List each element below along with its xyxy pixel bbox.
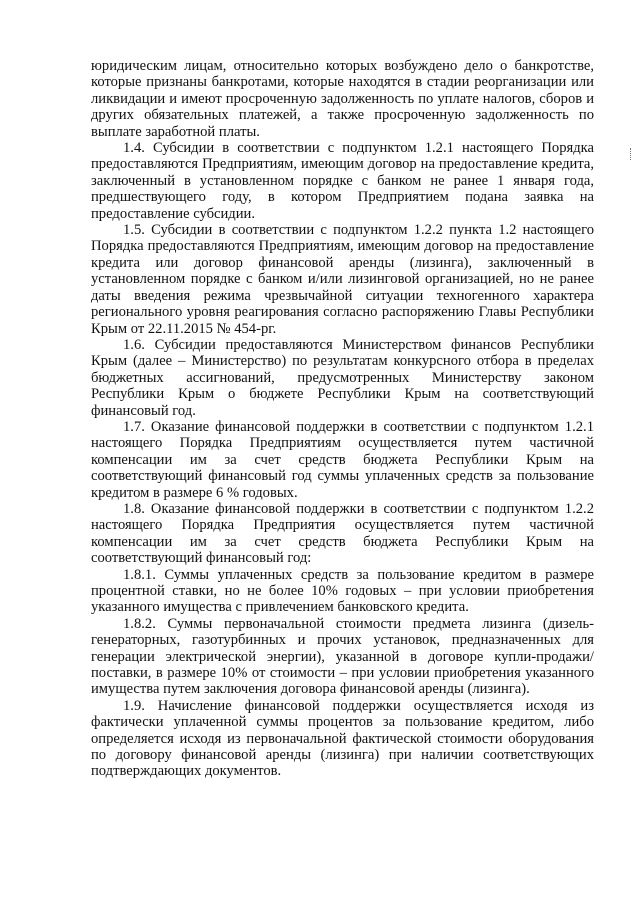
- paragraph-1-8: 1.8. Оказание финансовой поддержки в соответствии с подпунктом 1.2.2 настоящего Порядка Предприятия осуществляется путем частичной компенсации им за счет средств бюджета Республики Крым на соответствующий финансовый год:: [91, 500, 594, 567]
- paragraph-1-8-2: 1.8.2. Суммы первоначальной стоимости предмета лизинга (дизель-генераторных, газотурбинных и прочих установок, предназначенных для генерации электрической энергии), указанной в договоре купли-продажи/поставки, в размере 10% от стоимости – при условии приобретения указанного имущества путем заключения договора финансовой аренды (лизинга).: [91, 615, 594, 698]
- paragraph-continuation: юридическим лицам, относительно которых возбуждено дело о банкротстве, которые признаны банкротами, которые находятся в стадии реорганизации или ликвидации и имеют просроченную задолженность по уплате налогов, сборов и других обязательных платежей, а также просроченную задолженность по выплате заработной платы.: [91, 58, 594, 140]
- margin-mark: [630, 148, 633, 160]
- paragraph-1-4: 1.4. Субсидии в соответствии с подпунктом 1.2.1 настоящего Порядка предоставляются Предприятиям, имеющим договор на предоставление кредита, заключенный в установленном порядке с банком не ранее 1 января года, предшествующего году, в котором Предприятием подана заявка на предоставление субсидии.: [91, 140, 594, 222]
- paragraph-1-8-1: 1.8.1. Суммы уплаченных средств за пользование кредитом в размере процентной ставки, но не более 10% годовых – при условии приобретения указанного имущества с привлечением банковского кредита.: [91, 566, 594, 616]
- paragraph-1-5: 1.5. Субсидии в соответствии с подпунктом 1.2.2 пункта 1.2 настоящего Порядка предоставляются Предприятиям, имеющим договор на предоставление кредита или договор финансовой аренды (лизинга), заключенный в установленном порядке с банком и/или лизинговой организацией, но не ранее даты введения режима чрезвычайной ситуации техногенного характера регионального уровня реагирования согласно распоряжению Главы Республики Крым от 22.11.2015 № 454-рг.: [91, 222, 594, 337]
- document-body: [91, 58, 594, 780]
- paragraph-1-9: 1.9. Начисление финансовой поддержки осуществляется исходя из фактически уплаченной суммы процентов за пользование кредитом, либо определяется исходя из первоначальной фактической стоимости оборудования по договору финансовой аренды (лизинга) при наличии соответствующих подтверждающих документов.: [91, 697, 594, 780]
- paragraph-1-6: 1.6. Субсидии предоставляются Министерством финансов Республики Крым (далее – Министерство) по результатам конкурсного отбора в пределах бюджетных ассигнований, предусмотренных Министерству законом Республики Крым о бюджете Республики Крым на соответствующий финансовый год.: [91, 336, 594, 419]
- paragraph-1-7: 1.7. Оказание финансовой поддержки в соответствии с подпунктом 1.2.1 настоящего Порядка Предприятиям осуществляется путем частичной компенсации им за счет средств бюджета Республики Крым на соответствующий финансовый год суммы уплаченных средств за пользование кредитом в размере 6 % годовых.: [91, 418, 594, 501]
